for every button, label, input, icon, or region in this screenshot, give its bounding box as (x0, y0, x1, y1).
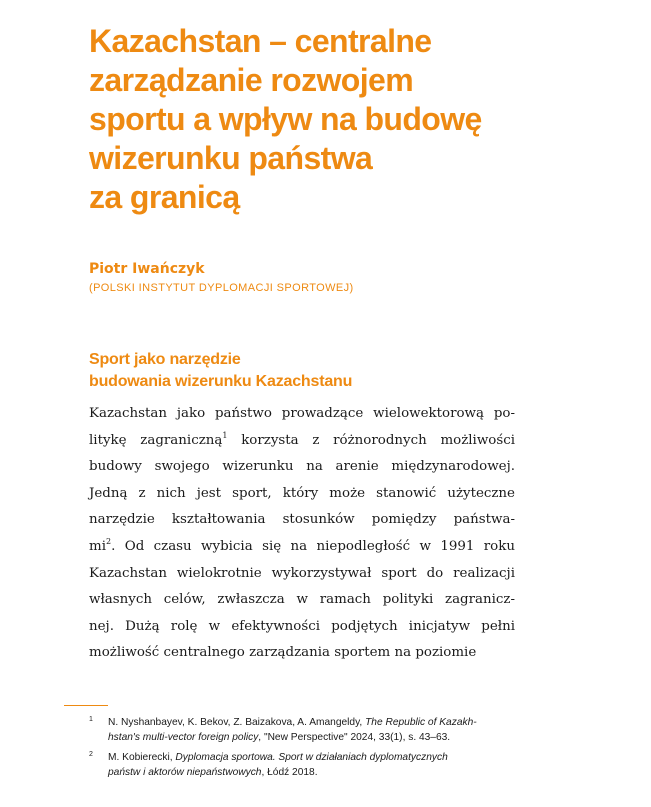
title-line: sportu a wpływ na budowę (89, 101, 482, 137)
footnote-italic-title: Dyplomacja sportowa. Sport w działaniach dyplomatycznych (175, 752, 448, 763)
body-text-fragment: korzysta z różnorodnych możliwości (227, 432, 516, 448)
footnote-italic-title: The Republic of Kazakh- (365, 717, 477, 728)
body-line (89, 534, 515, 561)
footnote-line (108, 731, 529, 746)
title-line: zarządzanie rozwojem (89, 62, 414, 98)
footnote-number: 1 (89, 716, 93, 723)
title-line: za granicą (89, 179, 240, 215)
body-paragraph (89, 401, 515, 667)
footnote-text: N. Nyshanbayev, K. Bekov, Z. Baizakova, A. Amangeldy, (108, 717, 366, 728)
body-line (89, 428, 515, 455)
section-heading-line: Sport jako narzędzie (89, 351, 241, 368)
footnote-line (108, 751, 529, 766)
body-line: Kazachstan jako państwo prowadzące wielowektorową po- (89, 406, 515, 421)
body-line: nej. Dużą rolę w efektywności podjętych inicjatyw pełni (89, 618, 515, 634)
body-line: własnych celów, zwłaszcza w ramach polityki zagranicz- (89, 592, 515, 608)
author-affiliation: (POLSKI INSTYTUT DYPLOMACJI SPORTOWEJ) (89, 282, 354, 294)
article-title (89, 22, 589, 217)
author-name: Piotr Iwańczyk (89, 261, 205, 277)
body-line: Kazachstan wielokrotnie wykorzystywał sport do realizacji (89, 565, 515, 581)
footnote-ref-1[interactable]: 1 (222, 430, 228, 440)
footnote-text: , "New Perspective" 2024, 33(1), s. 43–63. (258, 731, 451, 743)
body-text-fragment: . Od czasu wybicia się na niepodległość w 1991 roku (111, 538, 515, 554)
body-line: budowy swojego wizerunku na arenie międzynarodowej. (89, 459, 515, 475)
body-line: Jedną z nich jest sport, który może stanowić użyteczne (89, 485, 515, 501)
footnote-italic-title: państw i aktorów niepaństwowych (108, 766, 262, 778)
title-line: Kazachstan – centralne (89, 23, 432, 59)
footnote-italic-title: hstan's multi-vector foreign policy (108, 731, 259, 743)
section-heading-line: budowania wizerunku Kazachstanu (89, 373, 353, 390)
footnote-number: 2 (89, 751, 93, 758)
body-line: możliwość centralnego zarządzania sportem na poziomie (89, 645, 477, 661)
footnote-2 (89, 751, 529, 780)
footnote-divider (64, 705, 108, 706)
footnote-text: , Łódź 2018. (261, 766, 318, 778)
body-line: narzędzie kształtowania stosunków pomiędzy państwa- (89, 512, 515, 528)
title-line: wizerunku państwa (89, 140, 373, 176)
body-text-fragment: mi (89, 538, 106, 554)
footnote-ref-2[interactable]: 2 (105, 536, 112, 546)
section-heading (89, 349, 352, 393)
footnote-text: M. Kobierecki, (108, 752, 176, 763)
footnote-line (108, 716, 529, 731)
footnote-line (108, 766, 529, 781)
footnotes (89, 716, 529, 786)
body-text-fragment: litykę zagraniczną (89, 432, 223, 448)
footnote-1 (89, 716, 529, 745)
